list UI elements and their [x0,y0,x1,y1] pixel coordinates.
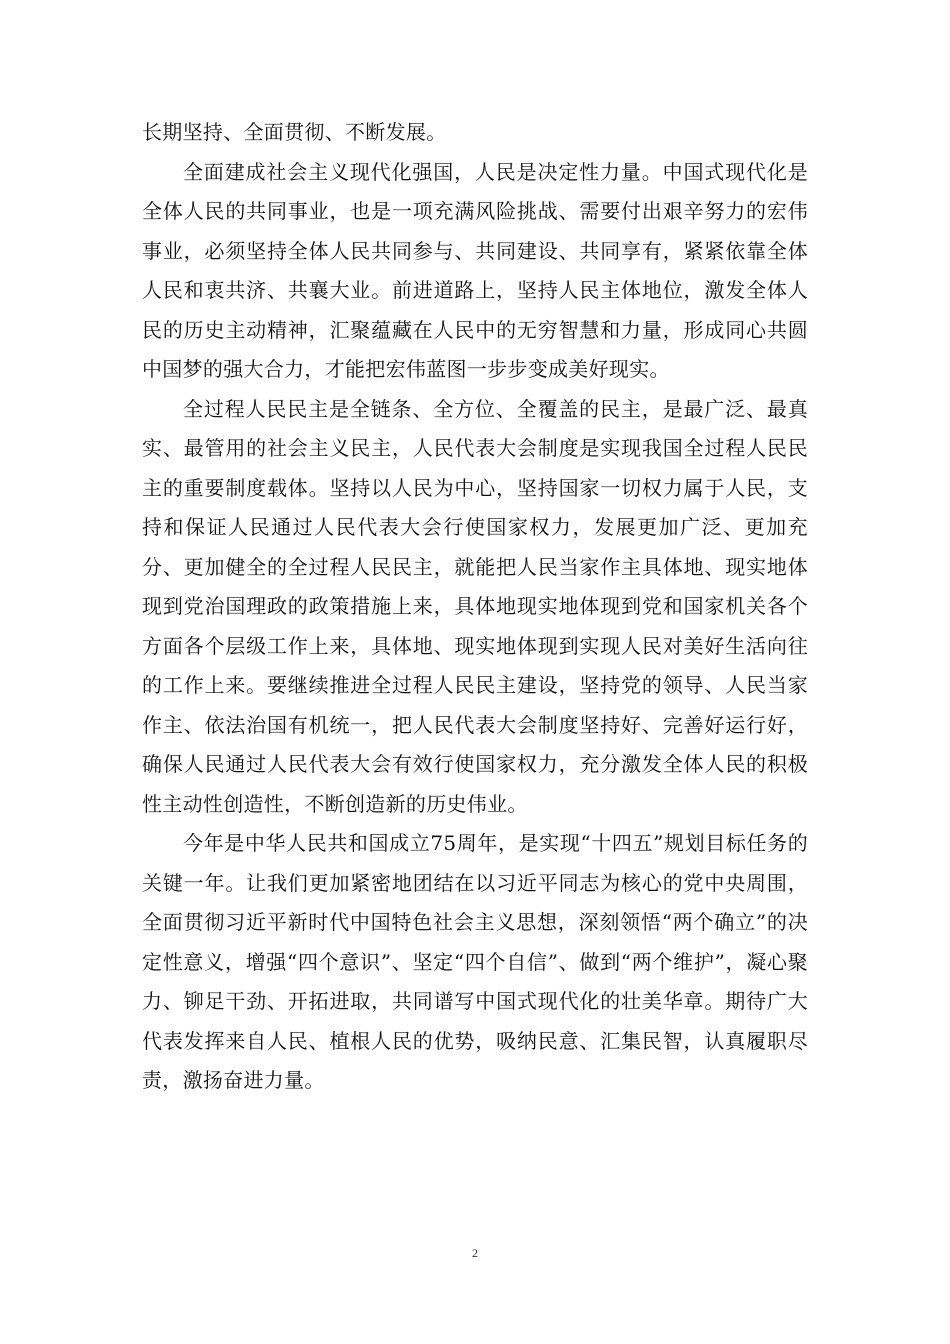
document-body [142,113,808,1101]
page-number: 2 [472,1246,478,1260]
paragraph-4: 今年是中华人民共和国成立75周年，是实现“十四五”规划目标任务的关键一年。让我们更加紧密地团结在以习近平同志为核心的党中央周围，全面贯彻习近平新时代中国特色社会主义思想，深刻领悟“两个确立”的决定性意义，增强“四个意识”、坚定“四个自信”、做到“两个维护”，凝心聚力、铆足干劲、开拓进取，共同谱写中国式现代化的壮美华章。期待广大代表发挥来自人民、植根人民的优势，吸纳民意、汇集民智，认真履职尽责，激扬奋进力量。 [142,831,808,1092]
paragraph-1: 长期坚持、全面贯彻、不断发展。 [142,120,447,144]
paragraph-3: 全过程人民民主是全链条、全方位、全覆盖的民主，是最广泛、最真实、最管用的社会主义民主，人民代表大会制度是实现我国全过程人民民主的重要制度载体。坚持以人民为中心，坚持国家一切权力属于人民，支持和保证人民通过人民代表大会行使国家权力，发展更加广泛、更加充分、更加健全的全过程人民民主，就能把人民当家作主具体地、现实地体现到党治国理政的政策措施上来，具体地现实地体现到党和国家机关各个方面各个层级工作上来，具体地、现实地体现到实现人民对美好生活向往的工作上来。要继续推进全过程人民民主建设，坚持党的领导、人民当家作主、依法治国有机统一，把人民代表大会制度坚持好、完善好运行好，确保人民通过人民代表大会有效行使国家权力，充分激发全体人民的积极性主动性创造性，不断创造新的历史伟业。 [142,396,808,816]
paragraph-2: 全面建成社会主义现代化强国，人民是决定性力量。中国式现代化是全体人民的共同事业，也是一项充满风险挑战、需要付出艰辛努力的宏伟事业，必须坚持全体人民共同参与、共同建设、共同享有，紧紧依靠全体人民和衷共济、共襄大业。前进道路上，坚持人民主体地位，激发全体人民的历史主动精神，汇聚蕴藏在人民中的无穷智慧和力量，形成同心共圆中国梦的强大合力，才能把宏伟蓝图一步步变成美好现实。 [142,159,808,381]
